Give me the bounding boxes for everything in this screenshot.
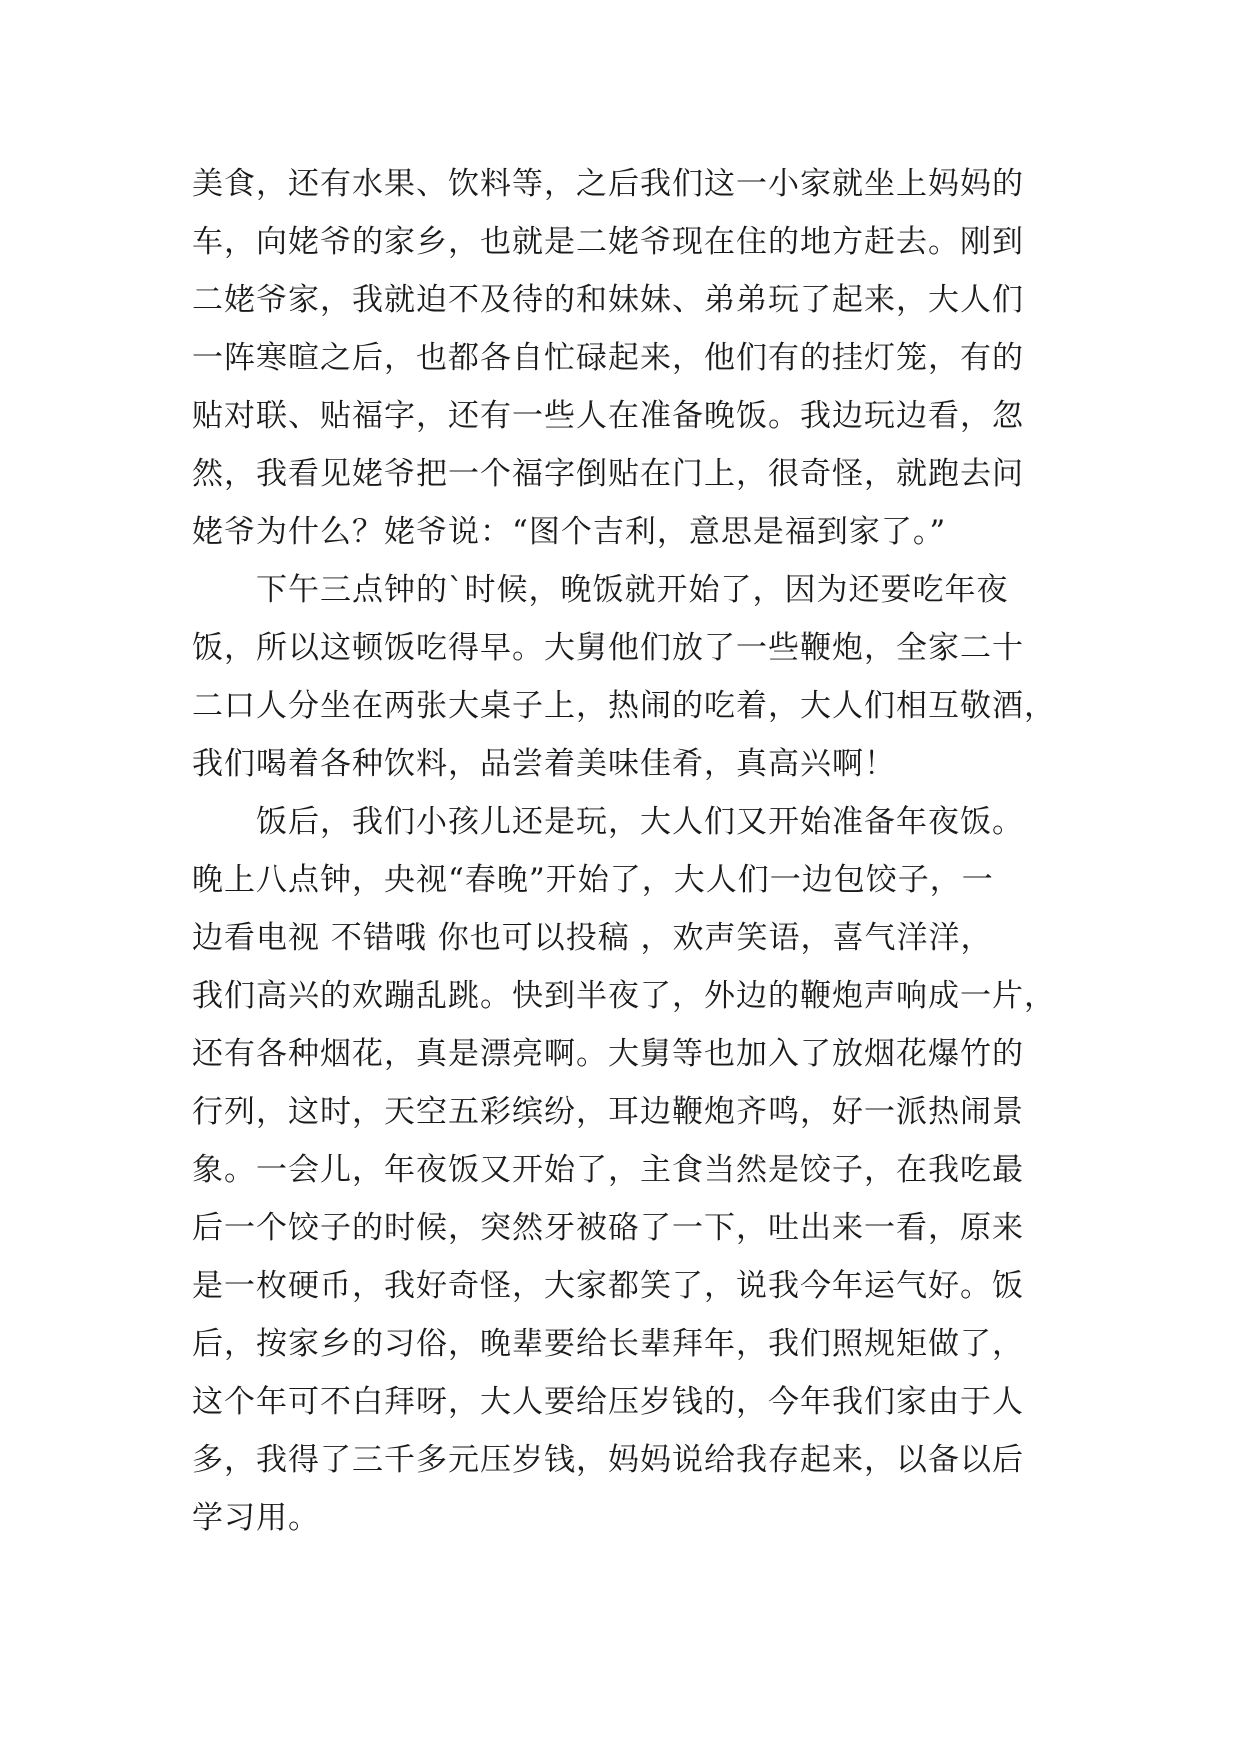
text-line: 学习用。 bbox=[192, 1500, 320, 1536]
text-line: 后一个饺子的时候，突然牙被硌了一下，吐出来一看，原来 bbox=[192, 1210, 1024, 1246]
text-line: 姥爷为什么？姥爷说：“图个吉利，意思是福到家了。” bbox=[192, 514, 947, 550]
text-line: 我们喝着各种饮料，品尝着美味佳肴，真高兴啊！ bbox=[192, 746, 896, 782]
text-line: 二姥爷家，我就迫不及待的和妹妹、弟弟玩了起来，大人们 bbox=[192, 282, 1024, 318]
text-line: 饭后，我们小孩儿还是玩，大人们又开始准备年夜饭。 bbox=[256, 804, 1024, 840]
body-text bbox=[192, 155, 1056, 1547]
text-line: 这个年可不白拜呀，大人要给压岁钱的，今年我们家由于人 bbox=[192, 1384, 1024, 1420]
paragraph-2 bbox=[192, 561, 1056, 793]
text-line: 贴对联、贴福字，还有一些人在准备晚饭。我边玩边看，忽 bbox=[192, 398, 1024, 434]
text-line: 二口人分坐在两张大桌子上，热闹的吃着，大人们相互敬酒， bbox=[192, 688, 1056, 724]
text-line: 车，向姥爷的家乡，也就是二姥爷现在住的地方赶去。刚到 bbox=[192, 224, 1024, 260]
text-line: 然，我看见姥爷把一个福字倒贴在门上，很奇怪，就跑去问 bbox=[192, 456, 1024, 492]
text-line: 是一枚硬币，我好奇怪，大家都笑了，说我今年运气好。饭 bbox=[192, 1268, 1024, 1304]
text-line: 多，我得了三千多元压岁钱，妈妈说给我存起来，以备以后 bbox=[192, 1442, 1024, 1478]
text-line: 我们高兴的欢蹦乱跳。快到半夜了，外边的鞭炮声响成一片， bbox=[192, 978, 1056, 1014]
text-line: 下午三点钟的`时候，晚饭就开始了，因为还要吃年夜 bbox=[256, 572, 1009, 608]
text-line: 边看电视 不错哦 你也可以投稿 ，欢声笑语，喜气洋洋， bbox=[192, 920, 993, 956]
paragraph-3 bbox=[192, 793, 1056, 1547]
text-line: 还有各种烟花，真是漂亮啊。大舅等也加入了放烟花爆竹的 bbox=[192, 1036, 1024, 1072]
text-line: 饭，所以这顿饭吃得早。大舅他们放了一些鞭炮，全家二十 bbox=[192, 630, 1024, 666]
text-line: 行列，这时，天空五彩缤纷，耳边鞭炮齐鸣，好一派热闹景 bbox=[192, 1094, 1024, 1130]
text-line: 美食，还有水果、饮料等，之后我们这一小家就坐上妈妈的 bbox=[192, 166, 1024, 202]
text-line: 象。一会儿，年夜饭又开始了，主食当然是饺子，在我吃最 bbox=[192, 1152, 1024, 1188]
text-line: 一阵寒暄之后，也都各自忙碌起来，他们有的挂灯笼，有的 bbox=[192, 340, 1024, 376]
paragraph-1 bbox=[192, 155, 1052, 561]
text-line: 晚上八点钟，央视“春晚”开始了，大人们一边包饺子，一 bbox=[192, 862, 994, 898]
text-line: 后，按家乡的习俗，晚辈要给长辈拜年，我们照规矩做了， bbox=[192, 1326, 1024, 1362]
